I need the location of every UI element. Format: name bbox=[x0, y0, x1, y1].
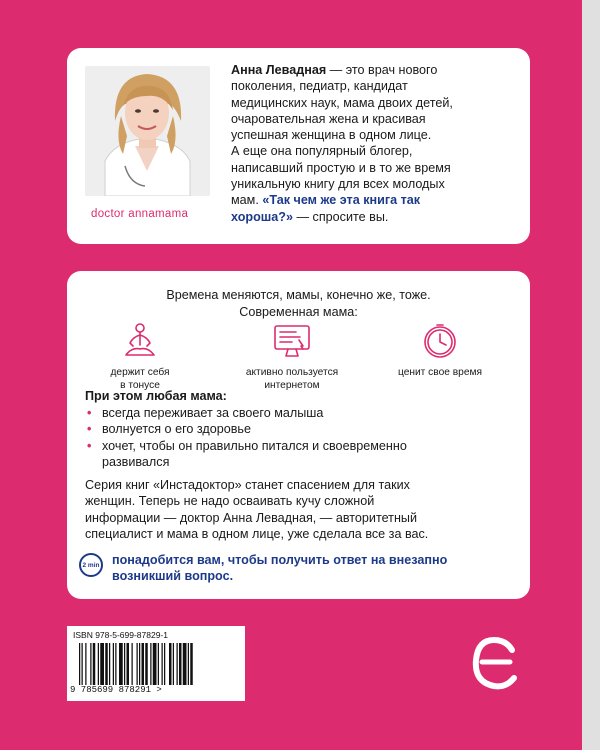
barcode-bar bbox=[124, 643, 125, 685]
author-card bbox=[67, 48, 530, 244]
bio-line: написавший простую и в то же время bbox=[231, 160, 451, 175]
bullet-dot: • bbox=[87, 406, 92, 420]
barcode-bar bbox=[162, 643, 163, 685]
cta-text: понадобится вам, чтобы получить ответ на внезапно возникший вопрос. bbox=[112, 553, 448, 584]
feature-fitness bbox=[85, 319, 195, 392]
barcode-bar bbox=[164, 643, 165, 685]
feature-caption: держит себя bbox=[110, 367, 170, 378]
intro-text bbox=[67, 287, 530, 320]
bullet-dot: • bbox=[87, 438, 92, 453]
feature-caption: ценит свое время bbox=[397, 367, 483, 378]
barcode-bar bbox=[173, 643, 174, 685]
barcode-bar bbox=[183, 643, 187, 685]
bio-line: медицинских наук, мама двоих детей, bbox=[231, 95, 453, 110]
barcode-bar bbox=[137, 643, 138, 685]
barcode-bar bbox=[177, 643, 178, 685]
para-line: женщин. Теперь не надо осваивать кучу сложной bbox=[85, 494, 375, 509]
two-min-badge-icon: 2 min bbox=[79, 553, 103, 577]
author-portrait-image bbox=[85, 66, 210, 196]
barcode-digits: 9 785699 878291 > bbox=[70, 685, 162, 695]
feature-caption: активно пользуется bbox=[245, 367, 339, 378]
monitor-icon bbox=[272, 321, 312, 361]
feature-time bbox=[385, 319, 495, 380]
author-bio bbox=[231, 62, 516, 225]
barcode-bar bbox=[139, 643, 140, 685]
intro-line: Времена меняются, мамы, конечно же, тоже. bbox=[166, 288, 431, 302]
barcode-bar bbox=[145, 643, 148, 685]
bio-line: А еще она популярный блогер, bbox=[231, 144, 413, 159]
isbn-text: ISBN 978-5-699-87829-1 bbox=[73, 630, 168, 640]
barcode-bar bbox=[85, 643, 86, 685]
barcode-bars bbox=[79, 643, 233, 685]
bio-line: — это врач нового bbox=[326, 63, 438, 77]
barcode-bar bbox=[98, 643, 99, 685]
bio-question: «Так чем же эта книга так bbox=[262, 193, 421, 208]
bio-line: мам. bbox=[231, 193, 263, 208]
barcode-bar bbox=[158, 643, 159, 685]
barcode-bar bbox=[90, 643, 91, 685]
list-item: • волнуется о его здоровье bbox=[87, 422, 252, 437]
list-item: • хочет, чтобы он правильно питался и своевременно развивался bbox=[87, 438, 407, 469]
para-line: Серия книг «Инстадоктор» станет спасением для таких bbox=[85, 478, 410, 492]
meditation-icon bbox=[120, 321, 160, 361]
list-item: • всегда переживает за своего малыша bbox=[87, 406, 324, 420]
author-handle: doctor annamama bbox=[91, 208, 189, 220]
series-description bbox=[85, 477, 512, 542]
barcode-bar bbox=[179, 643, 182, 685]
barcode-bar bbox=[113, 643, 114, 685]
barcode-bar bbox=[142, 643, 145, 685]
bio-line: поколения, педиатр, кандидат bbox=[231, 79, 408, 94]
barcode-bar bbox=[119, 643, 123, 685]
page-edge bbox=[582, 0, 600, 750]
barcode-bar bbox=[190, 643, 193, 685]
barcode-bar bbox=[100, 643, 104, 685]
list-item-cont: развивался bbox=[102, 454, 170, 469]
bio-tail: — спросите вы. bbox=[292, 209, 389, 224]
barcode-bar bbox=[105, 643, 108, 685]
barcode-bar bbox=[109, 643, 110, 685]
barcode-bar bbox=[79, 643, 80, 685]
para-line: информации — доктор Анна Левадная, — авторитетный bbox=[85, 510, 417, 525]
bullet-list bbox=[85, 405, 510, 470]
feature-internet bbox=[227, 319, 357, 392]
feature-caption: интернетом bbox=[264, 379, 320, 391]
publisher-logo-icon bbox=[470, 636, 520, 694]
barcode-bar bbox=[188, 643, 189, 685]
intro-line: Современная мама: bbox=[239, 304, 358, 319]
bio-question-cont: хороша?» bbox=[231, 209, 293, 224]
barcode-bar bbox=[93, 643, 96, 685]
barcode-bar bbox=[150, 643, 151, 685]
bio-line: уникальную книгу для всех молодых bbox=[231, 177, 445, 192]
barcode-bar bbox=[127, 643, 130, 685]
feature-caption: в тонусе bbox=[120, 379, 160, 391]
barcode-bar bbox=[115, 643, 116, 685]
bio-line: успешная женщина в одном лице. bbox=[231, 128, 432, 143]
barcode-bar bbox=[82, 643, 83, 685]
author-name: Анна Левадная bbox=[231, 63, 327, 77]
para-line: специалист и мама в одном лице, уже сделала все за вас. bbox=[85, 526, 429, 541]
clock-icon bbox=[420, 321, 460, 361]
barcode bbox=[67, 626, 245, 701]
lead-text: При этом любая мама: bbox=[85, 389, 227, 403]
bullet-dot: • bbox=[87, 422, 92, 437]
barcode-bar bbox=[169, 643, 172, 685]
barcode-bar bbox=[132, 643, 133, 685]
barcode-bar bbox=[153, 643, 157, 685]
bio-line: очаровательная жена и красивая bbox=[231, 111, 426, 126]
features-card bbox=[67, 271, 530, 599]
author-photo bbox=[85, 66, 210, 196]
